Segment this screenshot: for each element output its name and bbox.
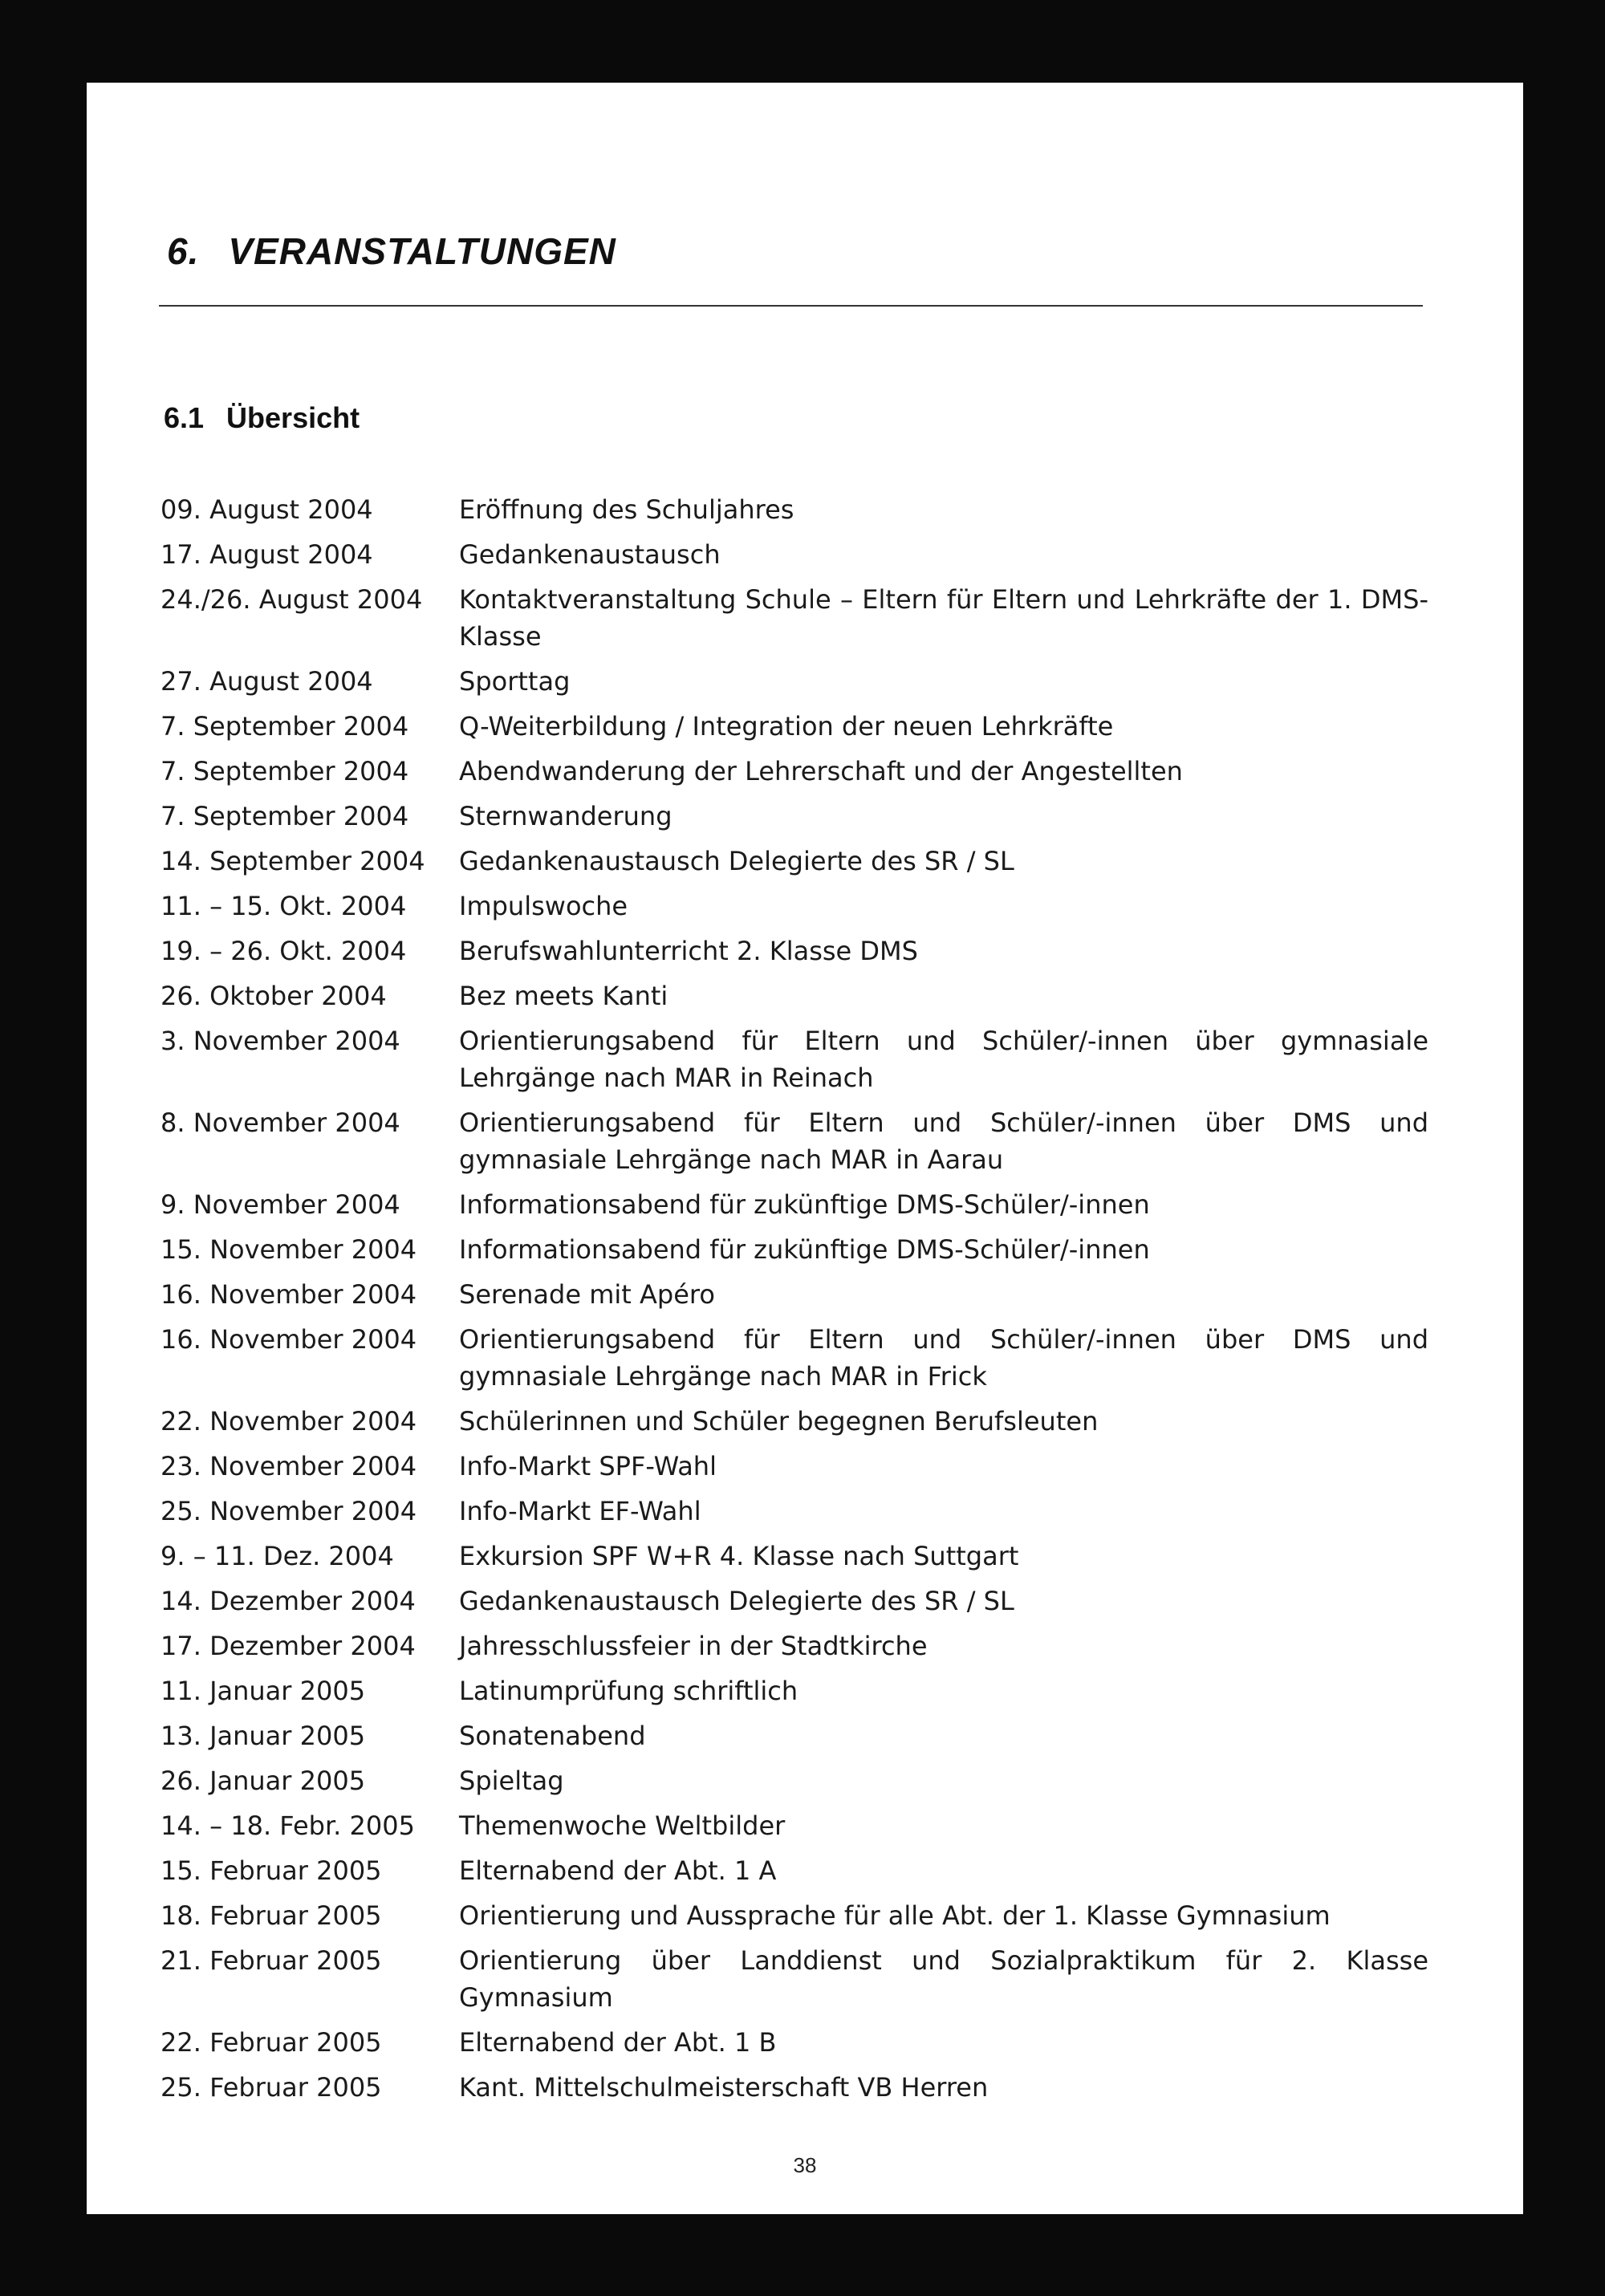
event-description: Kontaktveranstaltung Schule – Eltern für Eltern und Lehrkräfte der 1. DMS-Klasse [459, 584, 1428, 652]
event-row [160, 1227, 1428, 1272]
event-description: Orientierung über Landdienst und Sozialpraktikum für 2. Klasse Gymnasium [459, 1945, 1428, 2013]
event-date: 7. September 2004 [160, 711, 409, 742]
event-date: 11. Januar 2005 [160, 1676, 366, 1706]
event-date: 15. November 2004 [160, 1234, 417, 1265]
event-date: 7. September 2004 [160, 801, 409, 831]
event-row [160, 884, 1428, 929]
event-description: Informationsabend für zukünftige DMS-Schüler/-innen [459, 1234, 1150, 1265]
event-description: Orientierungsabend für Eltern und Schüler/-innen über DMS und gymnasiale Lehrgänge nach MAR in Frick [459, 1324, 1428, 1392]
event-description: Sonatenabend [459, 1721, 646, 1751]
event-description: Info-Markt SPF-Wahl [459, 1451, 717, 1481]
event-list [160, 487, 1428, 2110]
event-date: 7. September 2004 [160, 756, 409, 786]
event-description: Bez meets Kanti [459, 981, 668, 1011]
event-row [160, 1272, 1428, 1317]
event-row [160, 1848, 1428, 1893]
event-description: Gedankenaustausch Delegierte des SR / SL [459, 846, 1014, 876]
event-row [160, 1893, 1428, 1938]
event-row [160, 659, 1428, 704]
event-description: Gedankenaustausch Delegierte des SR / SL [459, 1586, 1014, 1616]
event-date: 14. Dezember 2004 [160, 1586, 416, 1616]
event-description: Spieltag [459, 1766, 564, 1796]
event-date: 26. Oktober 2004 [160, 981, 387, 1011]
event-date: 3. November 2004 [160, 1026, 400, 1056]
event-date: 9. – 11. Dez. 2004 [160, 1541, 394, 1571]
event-row [160, 2065, 1428, 2110]
event-date: 13. Januar 2005 [160, 1721, 366, 1751]
event-row [160, 1444, 1428, 1489]
event-description: Kant. Mittelschulmeisterschaft VB Herren [459, 2072, 989, 2103]
event-row [160, 794, 1428, 839]
event-date: 9. November 2004 [160, 1189, 400, 1220]
event-date: 11. – 15. Okt. 2004 [160, 891, 407, 921]
event-date: 25. Februar 2005 [160, 2072, 382, 2103]
event-description: Info-Markt EF-Wahl [459, 1496, 701, 1526]
event-date: 17. August 2004 [160, 539, 373, 570]
event-date: 17. Dezember 2004 [160, 1631, 416, 1661]
event-row [160, 1182, 1428, 1227]
event-row [160, 1100, 1428, 1182]
event-description: Exkursion SPF W+R 4. Klasse nach Suttgart [459, 1541, 1019, 1571]
event-description: Schülerinnen und Schüler begegnen Berufsleuten [459, 1406, 1099, 1437]
event-row [160, 1489, 1428, 1534]
event-description: Abendwanderung der Lehrerschaft und der Angestellten [459, 756, 1183, 786]
event-date: 18. Februar 2005 [160, 1900, 382, 1931]
section-number: 6.1 [164, 401, 205, 434]
event-description: Berufswahlunterricht 2. Klasse DMS [459, 936, 918, 966]
event-date: 23. November 2004 [160, 1451, 417, 1481]
document-page [87, 83, 1523, 2214]
event-row [160, 487, 1428, 532]
event-description: Elternabend der Abt. 1 B [459, 2027, 777, 2058]
event-description: Q-Weiterbildung / Integration der neuen Lehrkräfte [459, 711, 1114, 742]
event-description: Sporttag [459, 666, 571, 697]
event-date: 22. Februar 2005 [160, 2027, 382, 2058]
event-date: 15. Februar 2005 [160, 1855, 382, 1886]
chapter-title: VERANSTALTUNGEN [228, 230, 616, 272]
event-row [160, 577, 1428, 659]
event-date: 09. August 2004 [160, 494, 373, 525]
event-row [160, 1803, 1428, 1848]
event-description: Latinumprüfung schriftlich [459, 1676, 798, 1706]
event-date: 14. – 18. Febr. 2005 [160, 1810, 415, 1841]
event-row [160, 1713, 1428, 1758]
event-description: Serenade mit Apéro [459, 1279, 715, 1310]
event-row [160, 1758, 1428, 1803]
event-date: 8. November 2004 [160, 1107, 400, 1138]
event-description: Elternabend der Abt. 1 A [459, 1855, 777, 1886]
section-heading [164, 401, 360, 435]
event-row [160, 749, 1428, 794]
event-date: 22. November 2004 [160, 1406, 417, 1437]
event-date: 25. November 2004 [160, 1496, 417, 1526]
event-date: 14. September 2004 [160, 846, 425, 876]
event-date: 16. November 2004 [160, 1324, 417, 1355]
event-date: 24./26. August 2004 [160, 584, 423, 615]
event-date: 16. November 2004 [160, 1279, 417, 1310]
event-row [160, 704, 1428, 749]
event-row [160, 929, 1428, 973]
event-row [160, 1018, 1428, 1100]
event-description: Orientierungsabend für Eltern und Schüler/-innen über gymnasiale Lehrgänge nach MAR in Reinach [459, 1026, 1428, 1093]
event-row [160, 973, 1428, 1018]
event-description: Jahresschlussfeier in der Stadtkirche [459, 1631, 928, 1661]
chapter-heading [167, 230, 616, 273]
event-row [160, 1623, 1428, 1668]
event-description: Sternwanderung [459, 801, 672, 831]
event-date: 27. August 2004 [160, 666, 373, 697]
event-date: 26. Januar 2005 [160, 1766, 366, 1796]
event-row [160, 532, 1428, 577]
event-description: Informationsabend für zukünftige DMS-Schüler/-innen [459, 1189, 1150, 1220]
event-description: Impulswoche [459, 891, 628, 921]
page-number: 38 [793, 2153, 817, 2177]
chapter-number: 6. [167, 230, 200, 272]
event-description: Orientierungsabend für Eltern und Schüler/-innen über DMS und gymnasiale Lehrgänge nach MAR in Aarau [459, 1107, 1428, 1175]
event-date: 21. Februar 2005 [160, 1945, 382, 1976]
event-row [160, 1938, 1428, 2020]
event-row [160, 2020, 1428, 2065]
event-description: Gedankenaustausch [459, 539, 721, 570]
event-description: Orientierung und Aussprache für alle Abt. der 1. Klasse Gymnasium [459, 1900, 1331, 1931]
heading-divider [159, 305, 1423, 307]
event-description: Themenwoche Weltbilder [459, 1810, 786, 1841]
event-row [160, 1579, 1428, 1623]
event-row [160, 1534, 1428, 1579]
section-title: Übersicht [226, 401, 360, 434]
event-row [160, 1668, 1428, 1713]
event-row [160, 1317, 1428, 1399]
event-row [160, 1399, 1428, 1444]
event-date: 19. – 26. Okt. 2004 [160, 936, 407, 966]
event-row [160, 839, 1428, 884]
event-description: Eröffnung des Schuljahres [459, 494, 794, 525]
